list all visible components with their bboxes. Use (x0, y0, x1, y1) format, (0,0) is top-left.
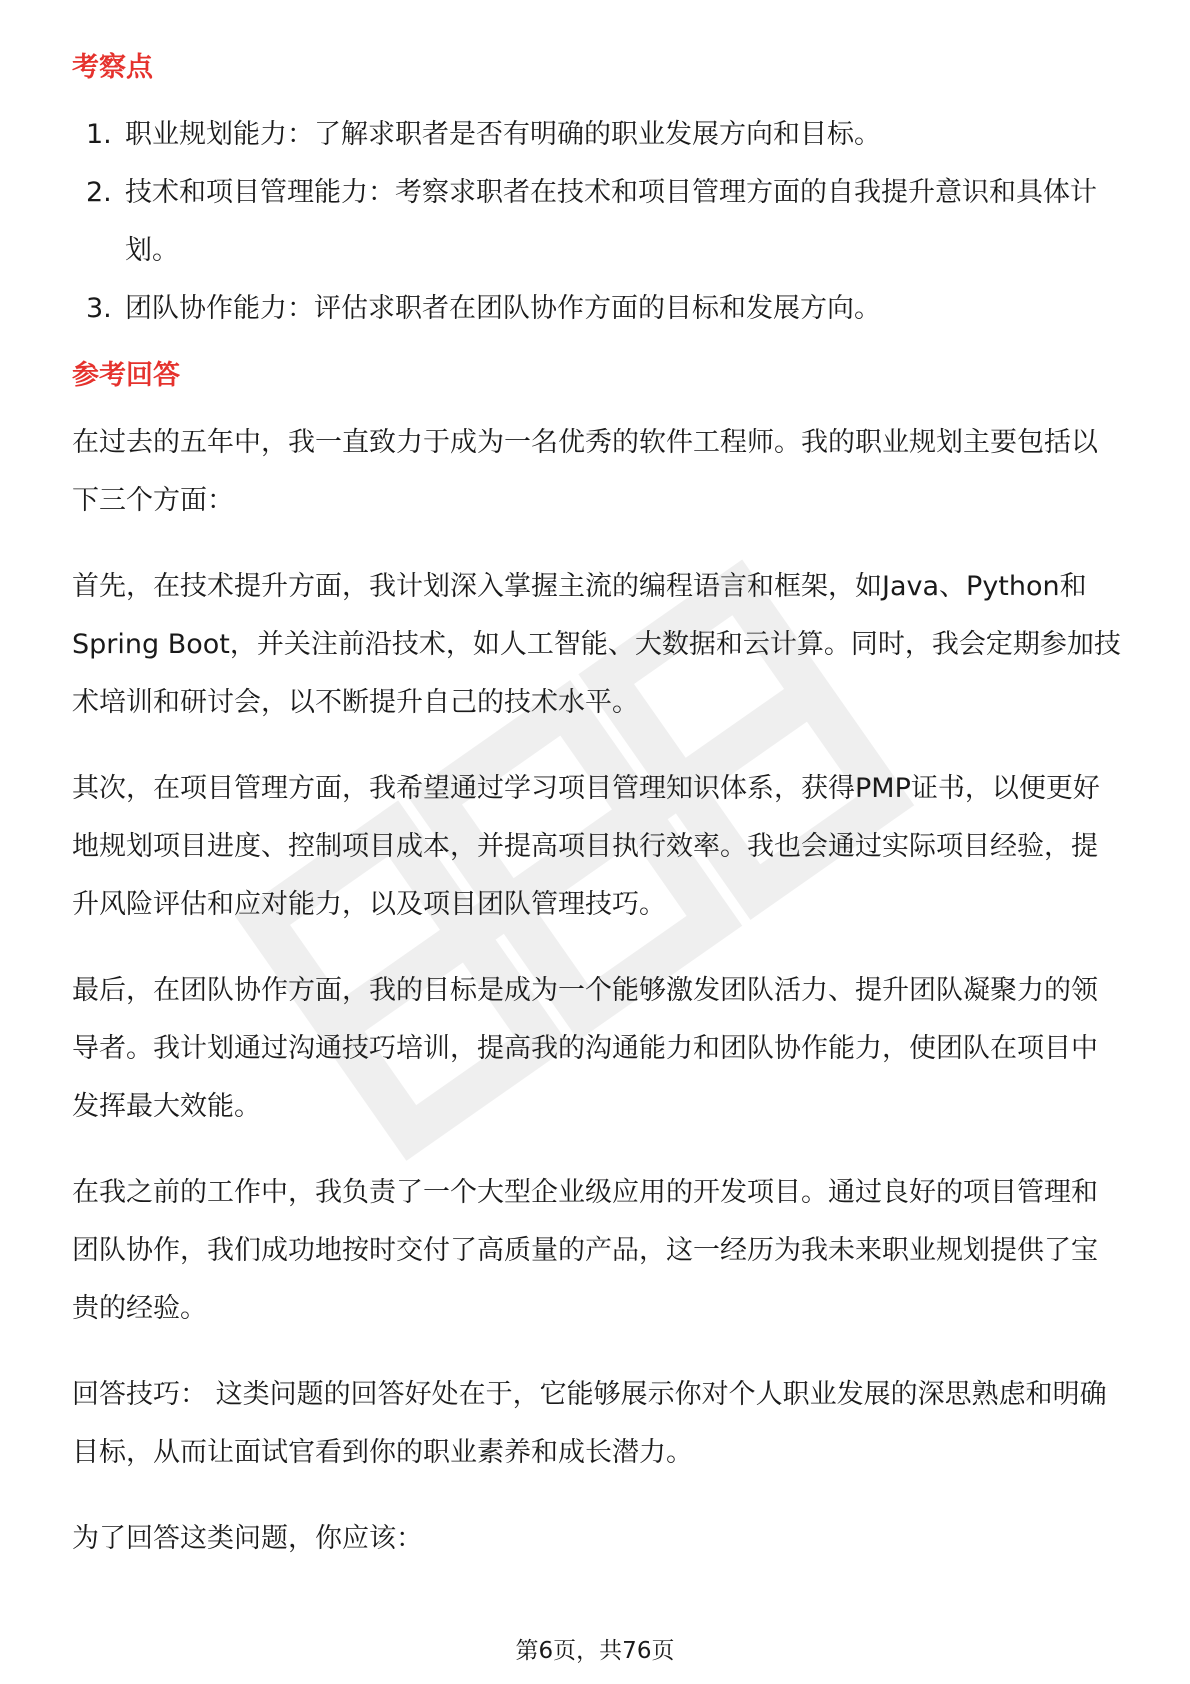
list-item-text: 技术和项目管理能力：考察求职者在技术和项目管理方面的自我提升意识和具体计划。 (125, 177, 1097, 266)
page-number: 第6页，共76页 (515, 1638, 675, 1664)
list-item (72, 164, 1122, 280)
list-number: 1. (86, 119, 112, 150)
key-points-list (72, 106, 1122, 338)
answer-paragraph: 在我之前的工作中，我负责了一个大型企业级应用的开发项目。通过良好的项目管理和团队协作，我们成功地按时交付了高质量的产品，这一经历为我未来职业规划提供了宝贵的经验。 (72, 1177, 1098, 1324)
list-item (72, 280, 1122, 338)
closing-paragraph: 为了回答这类问题，你应该： (72, 1523, 423, 1554)
list-number: 3. (86, 293, 112, 324)
list-item-text: 团队协作能力：评估求职者在团队协作方面的目标和发展方向。 (125, 293, 881, 324)
list-item (72, 106, 1122, 164)
key-points-heading: 考察点 (72, 52, 153, 83)
answer-paragraph: 最后，在团队协作方面，我的目标是成为一个能够激发团队活力、提升团队凝聚力的领导者。我计划通过沟通技巧培训，提高我的沟通能力和团队协作能力，使团队在项目中发挥最大效能。 (72, 975, 1098, 1122)
list-item-text: 职业规划能力：了解求职者是否有明确的职业发展方向和目标。 (125, 119, 881, 150)
answer-heading: 参考回答 (72, 360, 180, 391)
answer-paragraph: 在过去的五年中，我一直致力于成为一名优秀的软件工程师。我的职业规划主要包括以下三个方面： (72, 427, 1098, 516)
answer-paragraph: 首先，在技术提升方面，我计划深入掌握主流的编程语言和框架，如Java、Python和Spring Boot，并关注前沿技术，如人工智能、大数据和云计算。同时，我会定期参加技术培训和研讨会，以不断提升自己的技术水平。 (72, 571, 1121, 718)
tips-paragraph: 回答技巧： 这类问题的回答好处在于，它能够展示你对个人职业发展的深思熟虑和明确目标，从而让面试官看到你的职业素养和成长潜力。 (72, 1379, 1107, 1468)
list-number: 2. (86, 177, 112, 208)
document-content (72, 48, 1122, 1596)
answer-paragraph: 其次，在项目管理方面，我希望通过学习项目管理知识体系，获得PMP证书，以便更好地规划项目进度、控制项目成本，并提高项目执行效率。我也会通过实际项目经验，提升风险评估和应对能力，以及项目团队管理技巧。 (72, 773, 1100, 920)
